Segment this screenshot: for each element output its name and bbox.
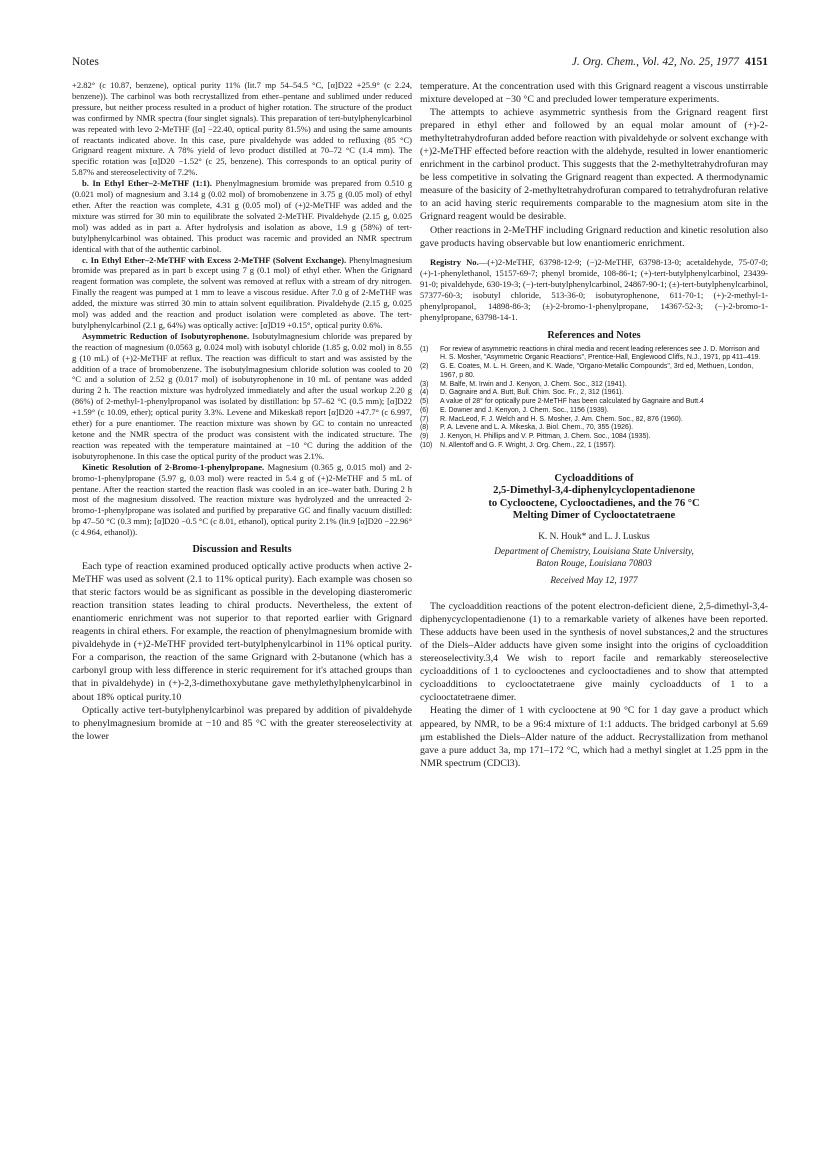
received-date: Received May 12, 1977 bbox=[550, 576, 638, 587]
experimental-paragraph bbox=[72, 462, 412, 538]
affiliation-line: Baton Rouge, Louisiana 70803 bbox=[536, 558, 652, 569]
reference-text: A value of 28° for optically pure 2-MeTHF has been calculated by Gagnaire and Butt.4 bbox=[440, 398, 704, 406]
section-name: Notes bbox=[72, 56, 99, 68]
title-line: 2,5-Dimethyl-3,4-diphenylcyclopentadienone bbox=[493, 485, 695, 497]
reference-text: J. Kenyon, H. Phillips and V. P. Pittman, J. Chem. Soc., 1084 (1935). bbox=[440, 433, 651, 441]
references-list bbox=[420, 346, 768, 451]
reference-text: G. E. Coates, M. L. H. Green, and K. Wade, "Organo-Metallic Compounds", 3rd ed, Methuen, London, 1967, p 80. bbox=[440, 363, 754, 379]
paragraph-text: Isobutylmagnesium chloride was prepared by the reaction of magnesium (0.0563 g, 0.024 mol) with isobutyl chloride (1.85 g, 0.02 mol) in 8.55 g (10 mL) of (+)2-MeTHF at reflux. The reaction was difficult to start and was assisted by the addition of a trace of bromobenzene. The isobutylmagnesium chloride solution was cooled to 20 °C and a solution of 2.52 g (0.017 mol) of isobutyrophenone in 10 mL of pentane was added during 2 h. The reaction mixture was hydrolyzed immediately and after the usual workup 2.20 g (86%) of 2-methyl-1-phenylpropanol was isolated by distillation: bp 57–62 °C (0.5 mm); [α]D22 +1.59° (c 10.09, ether); optical purity 3.3%. Levene and Mikeska8 report [α]D20 +47.7° (c 6.997, ether) for a pure enantiomer. The reaction mixture was shown by GC to contain no unreacted ketone and the NMR spectra of the product was consistent with the indicated structure. The reaction was repeated with the temperature maintained at −10 °C during the addition of the isobutyrophenone. In this case the optical purity of the product was 2.1%. bbox=[72, 330, 412, 461]
body-paragraph: The attempts to achieve asymmetric synthesis from the Grignard reagent first prepared in ethyl ether and followed by an equal molar amount of (+)-2-methyltetrahydrofuran added before reaction with pivaldehyde or solvent exchange with (+)2-MeTHF effected before reaction with the aldehyde, resulted in lower enantiomeric enrichment in the carbinol product. This suggests that the 2-methyltetrahydrofuran may be less competitive in solvating the Grignard reagent than expected. A thermodynamic measure of the basicity of 2-methyltetrahydrofuran compared to tetrahydrofuran relative to an acid having steric requirements comparable to the magnesium atom site in the Grignard reagent would be desirable. bbox=[420, 107, 768, 223]
reference-number: (10) bbox=[420, 441, 433, 449]
reference-text: P. A. Levene and L. A. Mikeska, J. Biol. Chem., 70, 355 (1926). bbox=[440, 424, 634, 432]
reference-item bbox=[420, 381, 768, 390]
reference-item bbox=[420, 442, 768, 451]
experimental-paragraph bbox=[72, 255, 412, 331]
discussion-section bbox=[72, 560, 412, 743]
article-body bbox=[420, 600, 768, 770]
reference-number: (6) bbox=[420, 406, 429, 414]
reference-text: R. MacLeod, F. J. Welch and H. S. Mosher, J. Am. Chem. Soc., 82, 876 (1960). bbox=[440, 415, 683, 423]
experimental-paragraph: +2.82° (c 10.87, benzene), optical purity 11% (lit.7 mp 54–54.5 °C, [α]D22 +25.9° (c 2.24, benzene)). The carbinol was both recrystallized from ether–pentane and sublimed under reduced pressure, but neither process resulted in a product of higher rotation. The structure of the product was confirmed by NMR spectra (four singlet signals). This preparation of tert-butylphenylcarbinol was repeated with levo 2-MeTHF ([α] −22.40, optical purity 81.5%) and using the same amounts of reactants indicated above. In this case, pure pivaldehyde was added to refluxing (85 °C) Grignard reagent mixture. A 78% yield of levo product distilled at 70–72 °C (1.4 mm). The specific rotation was [α]D20 −1.52° (c 25, benzene). This corresponds to an optical purity of 5.87% and stereoselectivity of 7.2%. bbox=[72, 80, 412, 178]
running-header bbox=[72, 56, 768, 72]
title-line: Cycloadditions of bbox=[554, 472, 634, 484]
reference-text: M. Balfe, M. Irwin and J. Kenyon, J. Chem. Soc., 312 (1941). bbox=[440, 380, 627, 388]
body-paragraph: temperature. At the concentration used with this Grignard reagent a viscous unstirrable mixture developed at −30 °C and precluded lower temperature experiments. bbox=[420, 81, 768, 106]
run-in-heading: Kinetic Resolution of 2-Bromo-1-phenylpropane. bbox=[82, 461, 265, 472]
reference-number: (5) bbox=[420, 398, 429, 406]
left-column bbox=[72, 80, 412, 743]
registry-numbers bbox=[420, 257, 768, 324]
affiliation bbox=[420, 547, 768, 570]
body-paragraph: Optically active tert-butylphenylcarbinol was prepared by addition of pivaldehyde to phenylmagnesium bromide at −10 and 85 °C with the greater stereoselectivity at the lower bbox=[72, 704, 412, 742]
reference-number: (9) bbox=[420, 433, 429, 441]
reference-item bbox=[420, 407, 768, 416]
reference-number: (7) bbox=[420, 415, 429, 423]
journal-name: J. Org. Chem., Vol. 42, No. 25, 1977 bbox=[571, 56, 739, 68]
journal-citation bbox=[572, 56, 768, 68]
reference-item bbox=[420, 346, 768, 364]
article-title bbox=[420, 473, 768, 523]
title-line: to Cyclooctene, Cyclooctadienes, and the 76 °C bbox=[488, 497, 700, 509]
reference-number: (8) bbox=[420, 424, 429, 432]
reference-number: (3) bbox=[420, 380, 429, 388]
reference-item bbox=[420, 389, 768, 398]
experimental-paragraph bbox=[72, 178, 412, 254]
body-paragraph: Other reactions in 2-MeTHF including Grignard reduction and kinetic resolution also gave products having observable but low enantiomeric enrichment. bbox=[420, 224, 768, 249]
reference-number: (4) bbox=[420, 389, 429, 397]
experimental-section bbox=[72, 80, 412, 538]
experimental-paragraph bbox=[72, 331, 412, 462]
title-line: Melting Dimer of Cyclooctatetraene bbox=[512, 510, 676, 522]
section-heading: Discussion and Results bbox=[192, 544, 292, 556]
reference-item bbox=[420, 424, 768, 433]
body-paragraph: The cycloaddition reactions of the potent electron-deficient diene, 2,5-dimethyl-3,4-diphenycyclopentadienone (1) to a remarkable variety of alkenes have been reported. These adducts have been used in the synthesis of novel substances,2 and the structures of the Diels–Alder adducts have given some insight into the origins of cycloaddition stereoselectivity.3,4 We wish to report facile and remarkably stereoselective cycloadditions of 1 to cyclooctenes and cyclooctadienes and to show that attempted cycloadditions to cyclooctatetraene give mainly cycloadducts of 1 to a cyclooctatetraene dimer. bbox=[420, 601, 768, 704]
reference-item bbox=[420, 363, 768, 381]
page-number: 4151 bbox=[745, 56, 768, 68]
reference-item bbox=[420, 433, 768, 442]
paragraph-text: Magnesium (0.365 g, 0.015 mol) and 2-bromo-1-phenylpropane (5.97 g, 0.03 mol) were reacted in 5.4 g of (+)2-MeTHF and 5 mL of pentane. After the reaction started the reaction flask was cooled in an ice–water bath. During 2 h most of the magnesium dissolved. The reaction mixture was hydrolyzed and the unreacted 2-bromo-1-phenylpropane was isolated and purified by preparative GC and finally vacuum distilled: bp 47–50 °C (0.3 mm); [α]D20 −0.5 °C (c 8.01, ethanol), optical purity 2.1% (lit.9 [α]D20 −22.96° (c 4.964, ethanol)). bbox=[72, 461, 412, 538]
run-in-heading: Asymmetric Reduction of Isobutyrophenone. bbox=[82, 330, 250, 341]
paragraph-text: Phenylmagnesium bromide was prepared as in part b except using 7 g (0.1 mol) of ethyl ether. When the Grignard reagent formation was complete, the solvent was removed at reflux with a stream of dry nitrogen. Finally the reagent was pumped at 1 mm to leave a viscous residue. After 7.0 g of 2-MeTHF was added, the mixture was stirred 30 min to attain solvent equilibration. Pivaldehyde (2.15 g, 0.025 mol) was added and the reaction and product isolation were completed as above. The tert-butylphenylcarbinol (2.1 g, 64%) was optically active: [α]D19 +0.15°, optical purity 0.6%. bbox=[72, 254, 412, 330]
registry-text: —(+)2-MeTHF, 63798-12-9; (−)2-MeTHF, 63798-13-0; acetaldehyde, 75-07-0; (+)-1-phenylethanol, 15157-69-7; phenyl bromide, 108-86-1; (+)-tert-butylphenylcarbinol, 23439-91-0; pivaldehyde, 630-19-3; (−)-tert-butylphenylcarbinol, 24867-90-1; (±)-tert-butylphenylcarbinol, 57377-60-3; isobutyl chloride, 513-36-0; isobutyrophenone, 611-70-1; (+)-2-methyl-1-phenylpropanol, 14898-86-3; (±)-2-bromo-1-phenylpropane, 14367-52-3; (−)-2-bromo-1-phenylpropane, 63798-14-1. bbox=[420, 256, 768, 323]
reference-item bbox=[420, 416, 768, 425]
reference-text: E. Downer and J. Kenyon, J. Chem. Soc., 1156 (1939). bbox=[440, 406, 609, 414]
authors: K. N. Houk* and L. J. Luskus bbox=[538, 531, 650, 542]
affiliation-line: Department of Chemistry, Louisiana State University, bbox=[494, 546, 694, 557]
body-paragraph: Each type of reaction examined produced optically active products when active 2-MeTHF was used as solvent (2.1 to 11% optical purity). Each example was chosen so that steric factors would be as significant as possible in the developing diasteromeric reaction transition states leading to chiral products. Nevertheless, the extent of enantiomeric enrichment was not superior to that reported earlier with Grignard reagents in chiral ethers. For example, the reaction of phenylmagnesium bromide with pivaldehyde in (+)2-MeTHF provided tert-butylphenylcarbinol in 11% optical purity. For a comparison, the reaction of the same Grignard with 2-butanone (which has a carbonyl group with less difference in steric requirement for it's attached groups than that in pivaldehyde) in (+)-2,3-dimethoxybutane gave methylethylphenylcarbinol in about 18% optical purity.10 bbox=[72, 561, 412, 703]
reference-text: D. Gagnaire and A. Butt, Bull. Chim. Soc. Fr., 2, 312 (1961). bbox=[440, 389, 624, 397]
reference-text: For review of asymmetric reactions in chiral media and recent leading references see J. D. Morrison and H. S. Mosher, "Asymmetric Organic Reactions", Prentice-Hall, Englewood Cliffs, N.J., 1971, pp 411–419. bbox=[440, 345, 761, 362]
registry-label: Registry No. bbox=[430, 256, 479, 267]
reference-item bbox=[420, 398, 768, 407]
reference-number: (1) bbox=[420, 345, 429, 353]
paragraph-text: Phenylmagnesium bromide was prepared from 0.510 g (0.021 mol) of magnesium and 3.14 g (0.02 mol) of bromobenzene in 3.75 g (0.05 mol) of ethyl ether. After the reaction was complete, 4.31 g (0.05 mol) of (+)2-MeTHF was added and the mixture was stirred for 30 min to equilibrate the solvated 2-MeTHF. Pivaldehyde (2.15 g, 0.025 mol) was added as in part a. After hydrolysis and isolation as above, 1.9 g (58%) of tert-butylphenylcarbinol was obtained. This product was racemic and provided an NMR spectrum identical with that of the authentic carbinol. bbox=[72, 178, 412, 254]
run-in-heading: b. In Ethyl Ether–2-MeTHF (1:1). bbox=[82, 178, 212, 189]
reference-number: (2) bbox=[420, 363, 429, 371]
run-in-heading: c. In Ethyl Ether–2-MeTHF with Excess 2-MeTHF (Solvent Exchange). bbox=[82, 254, 347, 265]
reference-text: N. Allentoff and G. F. Wright, J. Org. Chem., 22, 1 (1957). bbox=[440, 441, 616, 449]
discussion-continued bbox=[420, 80, 768, 250]
references-heading: References and Notes bbox=[547, 329, 641, 341]
right-column bbox=[420, 80, 768, 770]
body-paragraph: Heating the dimer of 1 with cyclooctene at 90 °C for 1 day gave a product which appeared, by NMR, to be a 96:4 mixture of 1:1 adducts. The bridged carbonyl at 5.69 μm established the Diels–Alder nature of the adduct. Recrystallization from methanol gave a pure adduct 3a, mp 171–172 °C, which had a methyl singlet at 1.25 ppm in the NMR spectrum (CDCl3). bbox=[420, 705, 768, 769]
